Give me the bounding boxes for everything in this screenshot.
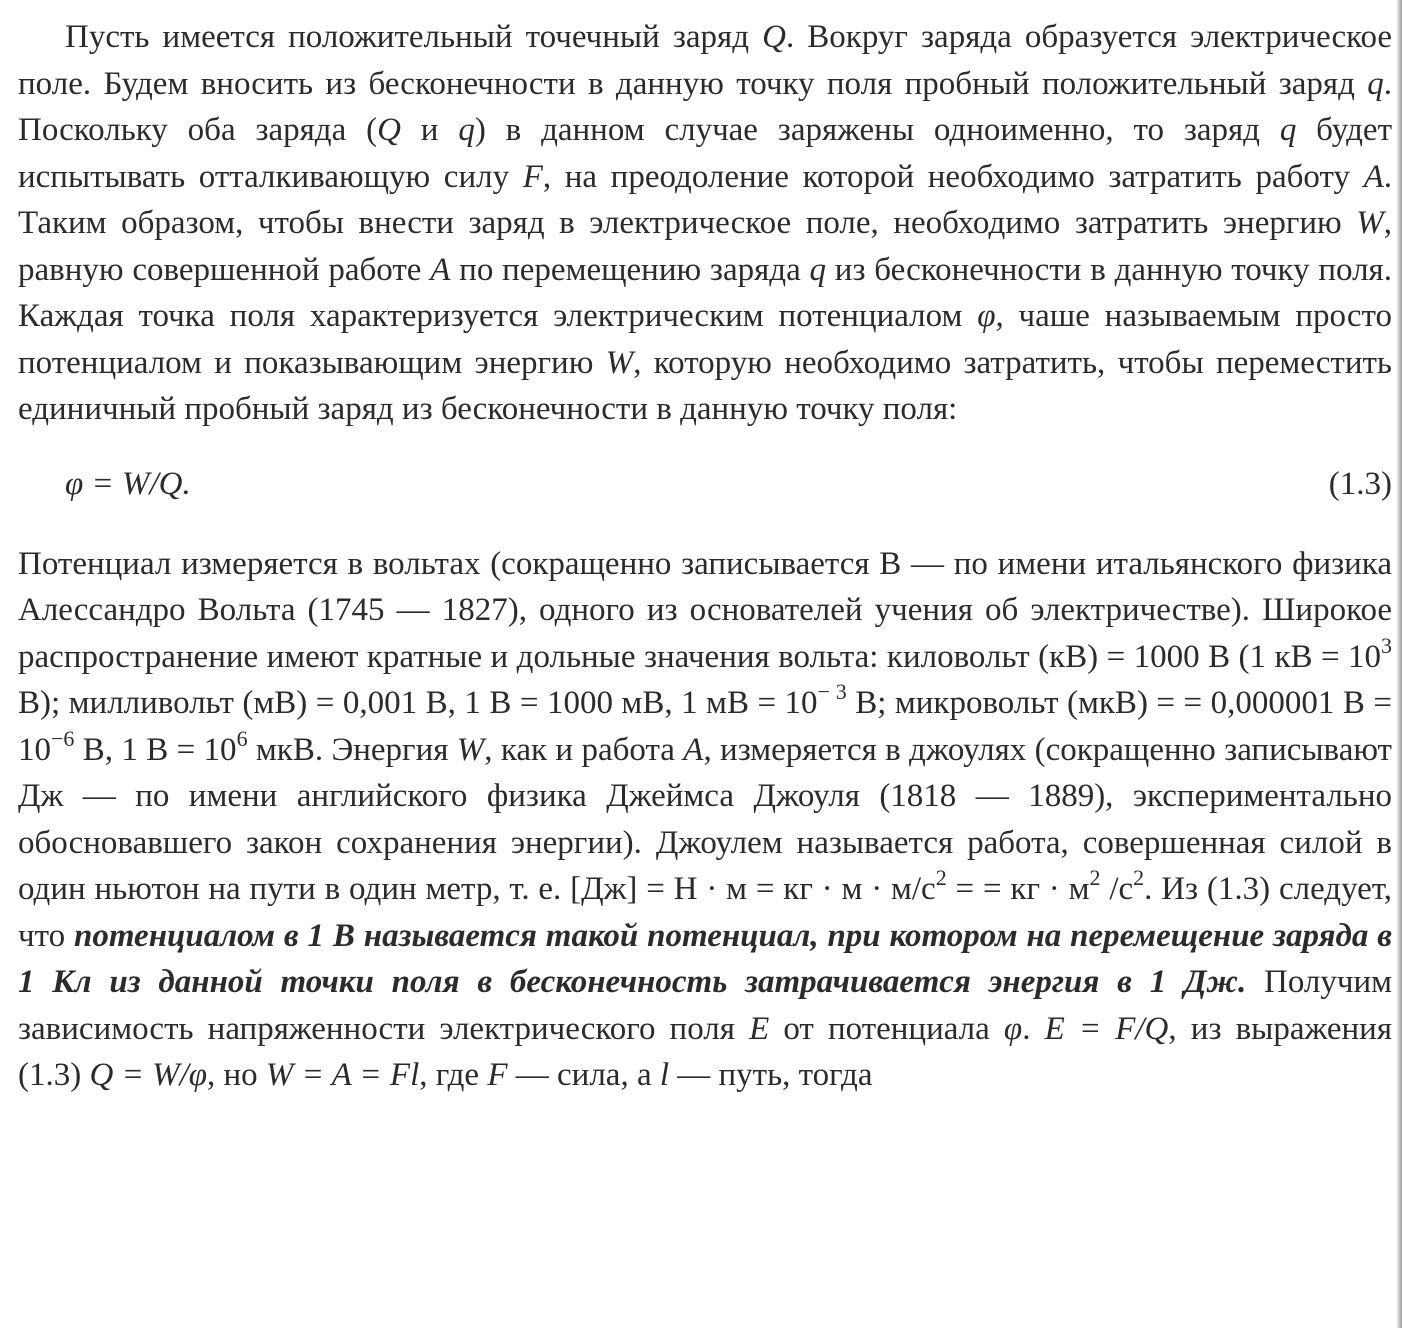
equation-number: (1.3) <box>1328 465 1392 502</box>
superscript: 2 <box>1089 865 1101 890</box>
text-segment: . Поскольку оба заряда ( <box>18 65 1392 148</box>
text-segment: , чаше называемым просто потенциалом и показывающим энергию <box>18 298 1393 381</box>
text-segment: , как и работа <box>484 731 684 768</box>
text-segment: В; микровольт (мкВ) = = 0,000001 В = 10 <box>18 685 1392 768</box>
symbol-q: q <box>1367 65 1384 102</box>
text-segment: — путь, тогда <box>669 1057 873 1093</box>
text-segment: — сила, а <box>507 1057 660 1093</box>
text-segment: ) в данном случае заряжены одноименно, то заряд <box>474 112 1280 148</box>
text-segment: Получим зависимость напряженности электрического поля <box>18 964 1392 1047</box>
superscript: 2 <box>1133 865 1145 890</box>
superscript: 6 <box>236 725 248 751</box>
symbol-q: q <box>1279 112 1297 148</box>
page-edge-shadow <box>1396 0 1402 1328</box>
text-segment: , измеряется в джоулях (сокращенно записывают Дж — по имени английского физика Джеймса Джоуля (1818 — 1889), экспериментально обосновавшего закон сохранения энергии). Джоулем называется работа, совершенная силой в один ньютон на пути в один метр, т. е. [Дж] = Н · м = кг · м · м/с <box>18 731 1392 907</box>
superscript: 3 <box>1381 632 1392 658</box>
paragraph-potential-definition <box>18 14 1392 433</box>
symbol-l: l <box>659 1057 670 1093</box>
symbol-Q: Q <box>377 112 401 148</box>
superscript: − 3 <box>817 679 847 704</box>
inline-equation: W = A = Fl <box>265 1057 420 1093</box>
text-segment: мкВ. Энергия <box>247 731 457 768</box>
symbol-q: q <box>809 251 827 288</box>
symbol-phi: φ <box>977 298 996 334</box>
text-segment: Потенциал измеряется в вольтах (сокращенно записывается В — по имени итальянского физика Алессандро Вольта (1745 — 1827), одного из основателей учения об электричестве). Широкое распространение имеют кратные и дольные значения вольта: киловольт (кВ) = 1000 В (1 кВ = 10 <box>18 545 1392 675</box>
text-segment: , которую необходимо затратить, чтобы переместить единичный пробный заряд из бесконечности в данную точку поля: <box>18 344 1392 427</box>
symbol-W: W <box>1356 205 1384 241</box>
text-segment: /с <box>1100 871 1134 907</box>
symbol-W: W <box>605 344 634 381</box>
symbol-A: A <box>1363 158 1384 195</box>
text-segment: будет испытывать отталкивающую силу <box>18 112 1392 195</box>
text-segment: , но <box>207 1057 266 1093</box>
text-segment: по перемещению заряда <box>450 251 810 288</box>
equation-expression: φ = W/Q. <box>65 465 191 502</box>
text-segment: , из выражения (1.3) <box>18 1010 1393 1093</box>
text-segment: , равную совершенной работе <box>18 205 1392 288</box>
text-segment: . Из (1.3) следует, что <box>18 871 1392 954</box>
inline-equation: Q = W/φ <box>89 1057 207 1093</box>
text-segment: В); милливольт (мВ) = 0,001 В, 1 В = 1000 мВ, 1 мВ = 10 <box>18 685 818 721</box>
symbol-F: F <box>487 1057 508 1093</box>
text-segment: , где <box>419 1057 488 1093</box>
superscript: 2 <box>935 865 947 890</box>
symbol-Q: Q <box>762 19 786 55</box>
superscript: −6 <box>51 725 75 751</box>
text-segment: . <box>1022 1010 1045 1047</box>
symbol-A: A <box>683 731 704 768</box>
text-segment: В, 1 В = 10 <box>74 731 237 768</box>
text-segment: из бесконечности в данную точку поля. Каждая точка поля характеризуется электрическим потенциалом <box>18 251 1392 334</box>
symbol-E: E <box>749 1010 770 1047</box>
text-segment: Пусть имеется положительный точечный заряд <box>65 19 763 55</box>
symbol-F: F <box>522 158 543 195</box>
page-content <box>18 14 1392 1099</box>
symbol-W: W <box>456 731 485 768</box>
text-segment: . Вокруг заряда образуется электрическое поле. Будем вносить из бесконечности в данную точку поля пробный положительный заряд <box>18 19 1393 102</box>
symbol-phi: φ <box>1003 1010 1023 1047</box>
text-segment: , на преодоление которой необходимо затратить работу <box>542 158 1364 195</box>
text-segment: и <box>400 112 459 148</box>
text-segment: от потенциала <box>769 1010 1004 1047</box>
inline-equation: E = F/Q <box>1044 1010 1169 1047</box>
symbol-q: q <box>458 112 475 148</box>
paragraph-units-volt-joule <box>18 541 1392 1099</box>
equation-1-3 <box>18 433 1392 541</box>
text-segment: . Таким образом, чтобы внести заряд в электрическое поле, необходимо затратить энергию <box>18 158 1392 241</box>
emphasized-definition: потенциалом в 1 В называется такой потенциал, при котором на перемещение заряда в 1 Кл из данной точки поля в бесконечность затрачивается энергия в 1 Дж. <box>18 917 1392 1000</box>
symbol-A: A <box>430 251 451 288</box>
text-segment: = = кг · м <box>946 871 1090 907</box>
